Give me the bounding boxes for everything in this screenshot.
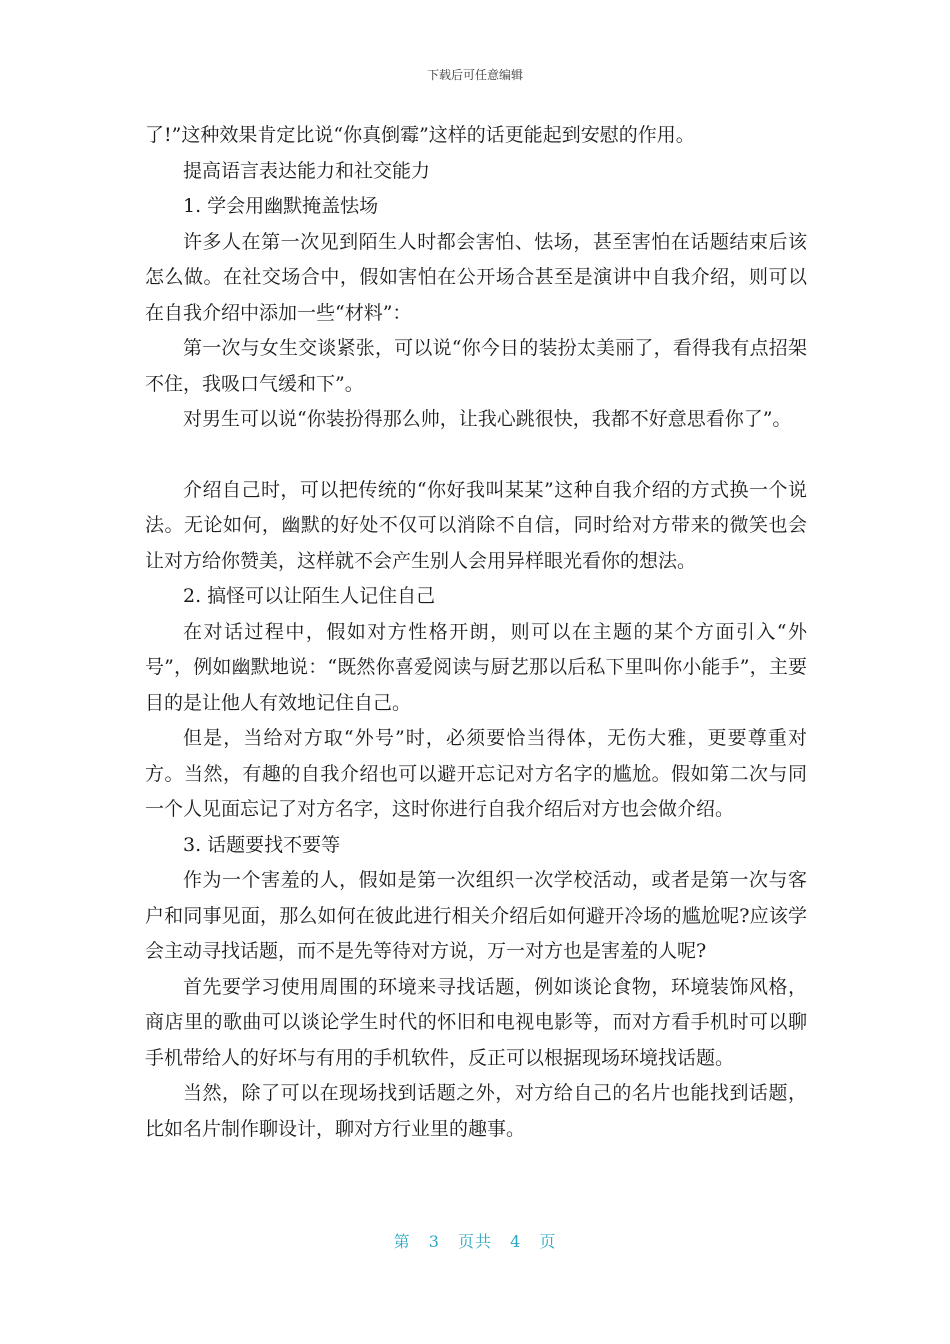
paragraph: 但是，当给对方取“外号”时，必须要恰当得体，无伤大雅，更要尊重对方。当然，有趣的自我介绍也可以避开忘记对方名字的尴尬。假如第二次与同一个人见面忘记了对方名字，这时你进行自我介绍后对方也会做介绍。: [145, 727, 807, 820]
footer-current-page: 3: [428, 1232, 440, 1251]
page-header: 下载后可任意编辑: [426, 68, 523, 82]
paragraph: 第一次与女生交谈紧张，可以说“你今日的装扮太美丽了，看得我有点招架不住，我吸口气缓和下”。: [145, 337, 807, 395]
blank-line: [145, 438, 807, 473]
footer-label-of: 页共: [457, 1232, 492, 1251]
subsection-heading: 3. 话题要找不要等: [183, 833, 341, 856]
footer-label-page: 第: [393, 1232, 411, 1251]
subsection-heading: 1. 学会用幽默掩盖怯场: [183, 195, 379, 217]
paragraph: 首先要学习使用周围的环境来寻找话题，例如谈论食物，环境装饰风格，商店里的歌曲可以谈论学生时代的怀旧和电视电影等，而对方看手机时可以聊手机带给人的好坏与有用的手机软件，反正可以根据现场环境找话题。: [145, 975, 807, 1069]
document-body: [145, 118, 807, 1147]
paragraph: 介绍自己时，可以把传统的“你好我叫某某”这种自我介绍的方式换一个说法。无论如何，幽默的好处不仅可以消除不自信，同时给对方带来的微笑也会让对方给你赞美，这样就不会产生别人会用异样眼光看你的想法。: [145, 478, 807, 572]
paragraph: 对男生可以说“你装扮得那么帅，让我心跳很快，我都不好意思看你了”。: [183, 408, 792, 430]
footer-total-pages: 4: [510, 1232, 522, 1251]
paragraph: 了!”这种效果肯定比说“你真倒霉”这样的话更能起到安慰的作用。: [145, 124, 695, 146]
paragraph: 许多人在第一次见到陌生人时都会害怕、怯场，甚至害怕在话题结束后该怎么做。在社交场合中，假如害怕在公开场合甚至是演讲中自我介绍，则可以在自我介绍中添加一些“材料”：: [145, 230, 807, 324]
section-heading: 提高语言表达能力和社交能力: [183, 159, 431, 182]
footer-label-end: 页: [539, 1232, 557, 1251]
subsection-heading: 2. 搞怪可以让陌生人记住自己: [183, 585, 436, 607]
paragraph: 当然，除了可以在现场找到话题之外，对方给自己的名片也能找到话题，比如名片制作聊设计，聊对方行业里的趣事。: [145, 1082, 807, 1140]
paragraph: 在对话过程中，假如对方性格开朗，则可以在主题的某个方面引入“外号”，例如幽默地说：“既然你喜爱阅读与厨艺那以后私下里叫你小能手”，主要目的是让他人有效地记住自己。: [145, 620, 807, 714]
paragraph: 作为一个害羞的人，假如是第一次组织一次学校活动，或者是第一次与客户和同事见面，那么如何在彼此进行相关介绍后如何避开冷场的尴尬呢?应该学会主动寻找话题，而不是先等待对方说，万一对方也是害羞的人呢?: [145, 869, 807, 962]
page-footer: [0, 1229, 950, 1252]
